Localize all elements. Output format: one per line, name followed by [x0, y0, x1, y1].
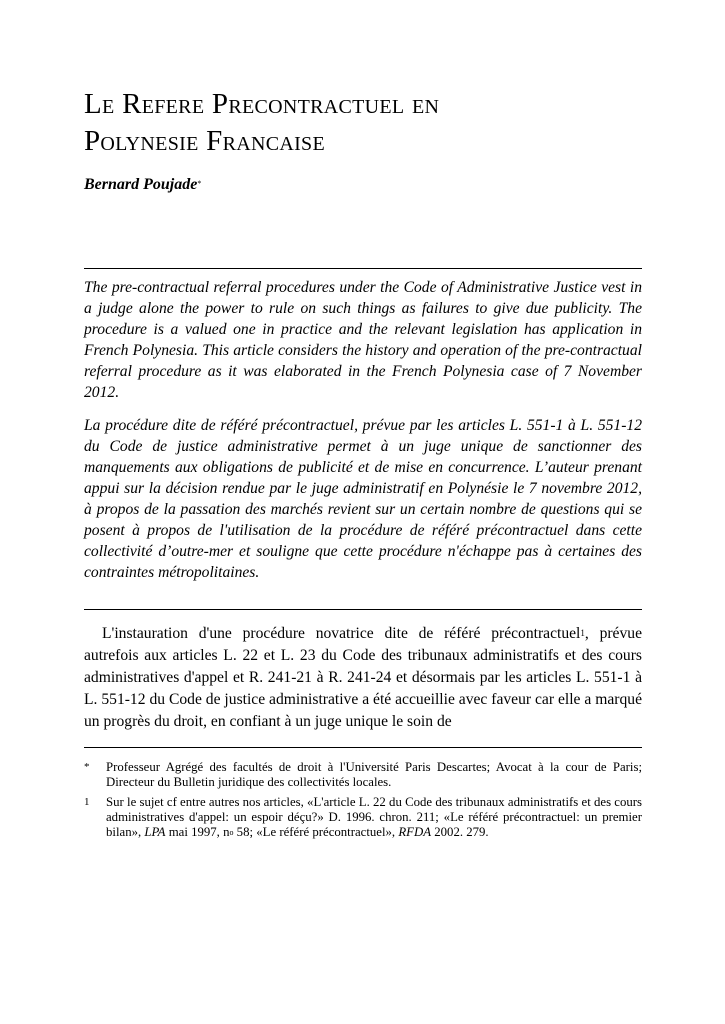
title-line-1: Le Refere Precontractuel en [84, 88, 440, 120]
footnote-author [84, 760, 642, 790]
footnote-mark: * [84, 761, 90, 773]
author-footnote-mark: * [197, 179, 202, 188]
number-superscript: o [229, 828, 234, 837]
author-name: Bernard Poujade [84, 176, 198, 193]
footnote-ref-1[interactable]: 1 [580, 628, 585, 638]
footnote-mark: 1 [84, 796, 90, 808]
body-text-part-1: L'instauration d'une procédure novatrice dite de référé précontractuel [102, 625, 581, 642]
footnote-text-part: Sur le sujet cf entre autres nos articles, «L'article L. 22 du Code des tribunaux administratifs et des cours administratives d'appel: un espoir déçu?» D. 1996. chron. 211; «Le référé précontractuel: un premier bilan», [106, 795, 642, 839]
footnote-separator [84, 747, 642, 748]
journal-name: RFDA [398, 825, 432, 839]
author-byline [84, 175, 201, 195]
title-line-2: Polynesie Francaise [84, 125, 325, 157]
footnote-text-part: 58; «Le référé précontractuel», [233, 825, 399, 839]
footnote-text [106, 795, 642, 840]
abstract-top-rule [84, 268, 642, 269]
footnote-text: Professeur Agrégé des facultés de droit à l'Université Paris Descartes; Avocat à la cour de Paris; Directeur du Bulletin juridique des collectivités locales. [106, 760, 642, 789]
abstract-french: La procédure dite de référé précontractuel, prévue par les articles L. 551-1 à L. 551-12 du Code de justice administrative permet à un juge unique de sanctionner des manquements aux obligations de publicité et de mise en concurrence. L’auteur prenant appui sur la décision rendue par le juge administratif en Polynésie le 7 novembre 2012, à propos de la passation des marchés revient sur un certain nombre de questions qui se posent à propos de l'utilisation de la procédure de référé précontractuel dans cette collectivité d’outre-mer et souligne que cette procédure n'échappe pas à certaines des contraintes métropolitaines. [84, 417, 642, 581]
abstract-english: The pre-contractual referral procedures under the Code of Administrative Justice vest in a judge alone the power to rule on such things as failures to give due publicity. The procedure is a valued one in practice and the relevant legislation has application in French Polynesia. This article considers the history and operation of the pre-contractual referral procedure as it was elaborated in the French Polynesia case of 7 November 2012. [84, 279, 642, 401]
footnote-text-part: 2002. 279. [431, 825, 489, 839]
body-text-part-2: , prévue autrefois aux articles L. 22 et L. 23 du Code des tribunaux administratifs et des cours administratives d'appel et R. 241-21 à R. 241-24 et désormais par les articles L. 551-1 à L. 551-12 du Code de justice administrative a été accueillie avec faveur car elle a marqué un progrès du droit, en confiant à un juge unique le soin de [84, 625, 642, 730]
body-paragraph [84, 623, 642, 733]
abstract-bottom-rule [84, 609, 642, 610]
footnote-text-part: mai 1997, n [165, 825, 230, 839]
article-title [84, 86, 642, 160]
footnote-1 [84, 795, 642, 840]
journal-name: LPA [144, 825, 166, 839]
